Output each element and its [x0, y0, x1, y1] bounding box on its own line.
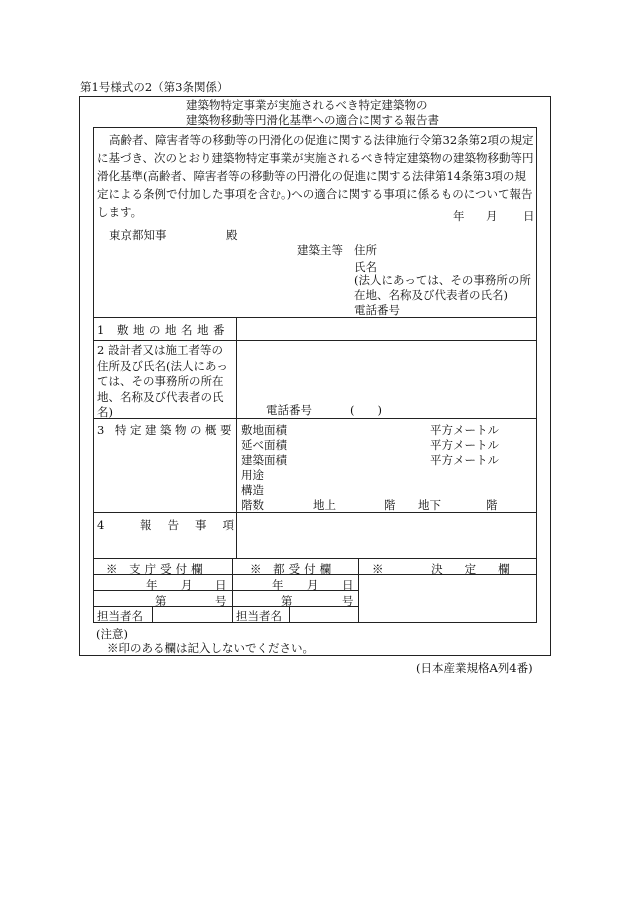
floors-above-unit: 階	[384, 498, 396, 512]
row2-phone-paren: ( )	[350, 403, 382, 417]
row1-label: 1 敷地の地名地番	[97, 323, 229, 337]
branch-date-year: 年	[146, 578, 158, 592]
date-day-label: 日	[523, 209, 535, 223]
branch-date-month: 月	[181, 578, 193, 592]
row3-item-structure: 構造	[241, 483, 264, 497]
row3-item-building-area: 建築面積	[241, 453, 287, 467]
metro-date-day: 日	[342, 578, 354, 592]
unit-total-floor-area: 平方メートル	[430, 438, 499, 452]
metro-person-label: 担当者名	[236, 609, 282, 623]
date-year-label: 年	[453, 209, 465, 223]
owner-phone-label: 電話番号	[354, 303, 400, 317]
stamp-decision-header: ※ 決定欄	[372, 562, 532, 576]
floors-above-label: 地上	[313, 498, 336, 512]
branch-no-suffix: 号	[215, 594, 227, 608]
stamp-branch-header: ※ 支庁受付欄	[106, 562, 207, 576]
honorific: 殿	[226, 228, 238, 242]
owner-label: 建築主等	[297, 243, 343, 257]
row3-item-use: 用途	[241, 468, 264, 482]
form-number: 第1号様式の2（第3条関係）	[80, 80, 229, 94]
row3-item-floors: 階数	[241, 498, 264, 512]
row3-item-total-floor-area: 延べ面積	[241, 438, 287, 452]
notes-text: ※印のある欄は記入しないでください。	[107, 641, 314, 655]
metro-date-year: 年	[272, 578, 284, 592]
owner-note: (法人にあっては、その事務所の所在地、名称及び代表者の氏名)	[354, 273, 531, 302]
row2-label: 2 設計者又は施工者等の住所及び氏名(法人にあっては、その事務所の所在地、名称及び代表者の氏名)	[97, 343, 228, 419]
branch-no-prefix: 第	[155, 594, 167, 608]
title-line-2: 建築物移動等円滑化基準への適合に関する報告書	[186, 113, 439, 127]
date-month-label: 月	[486, 209, 498, 223]
row4-label: 4 報告事項	[97, 518, 250, 532]
title-line-1: 建築物特定事業が実施されるべき特定建築物の	[186, 98, 428, 112]
addressee: 東京都知事	[109, 228, 167, 242]
row3-label: 3 特定建築物の概要	[97, 423, 235, 437]
unit-site-area: 平方メートル	[430, 423, 499, 437]
metro-no-prefix: 第	[281, 594, 293, 608]
notes-title: (注意)	[96, 627, 128, 641]
unit-building-area: 平方メートル	[430, 453, 499, 467]
floors-below-unit: 階	[486, 498, 498, 512]
row3-item-site-area: 敷地面積	[241, 423, 287, 437]
owner-name-label: 氏名	[354, 260, 377, 274]
owner-address-label: 住所	[354, 243, 377, 257]
stamp-metro-header: ※ 都受付欄	[250, 562, 336, 576]
intro-paragraph: 高齢者、障害者等の移動等の円滑化の促進に関する法律施行令第32条第2項の規定に基づき、次のとおり建築物特定事業が実施されるべき特定建築物の建築物移動等円滑化基準(高齢者、障害者等の移動等の円滑化の促進に関する法律第14条第3項の規定による条例で付加した事項を含む。)への適合に関する事項に係るものについて報告します。	[97, 133, 534, 219]
metro-no-suffix: 号	[342, 594, 354, 608]
paper-size-footer: (日本産業規格A列4番)	[416, 661, 533, 675]
metro-date-month: 月	[307, 578, 319, 592]
floors-below-label: 地下	[418, 498, 441, 512]
branch-person-label: 担当者名	[97, 609, 143, 623]
branch-date-day: 日	[215, 578, 227, 592]
row2-phone-label: 電話番号	[266, 403, 312, 417]
